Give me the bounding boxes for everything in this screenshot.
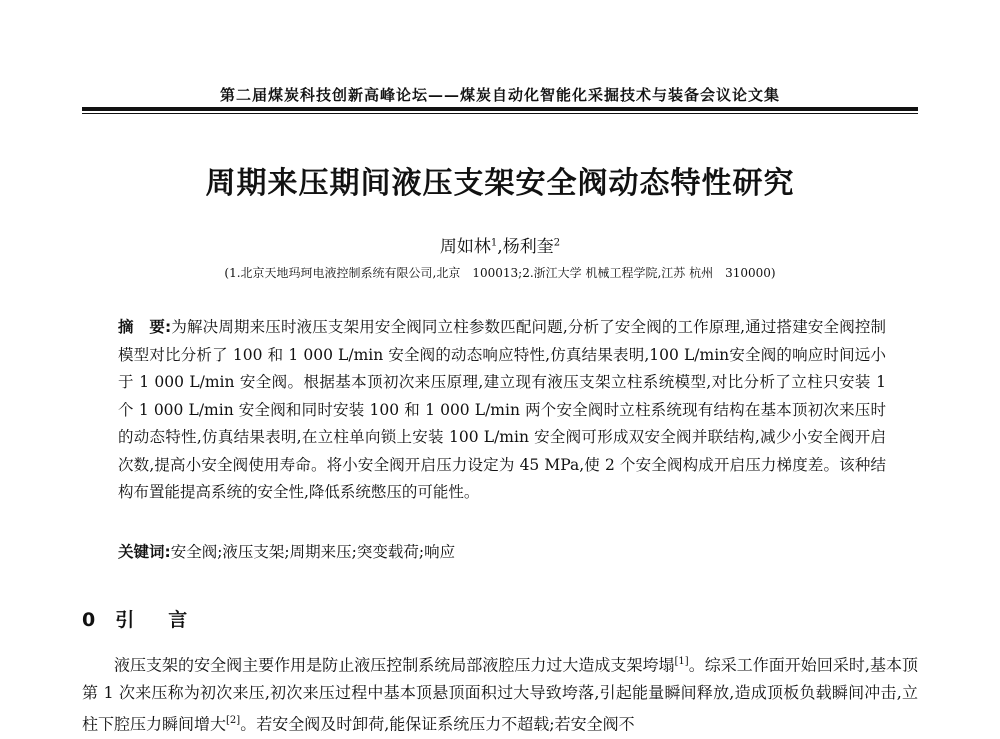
author-separator: ,: [497, 237, 503, 257]
author-line: [0, 232, 1000, 257]
intro-text: 。若安全阀及时卸荷,能保证系统压力不超载;若安全阀不: [240, 714, 635, 734]
abstract: [118, 314, 886, 507]
affiliation: (1.北京天地玛珂电液控制系统有限公司,北京 100013;2.浙江大学 机械工程学院,江苏 杭州 310000): [224, 266, 776, 280]
keywords: [118, 540, 886, 562]
author-name: 周如林: [439, 237, 491, 257]
author-affil-mark: 2: [553, 237, 561, 249]
keywords-text: 安全阀;液压支架;周期来压;突变载荷;响应: [170, 543, 456, 561]
abstract-text: 为解决周期来压时液压支架用安全阀同立柱参数匹配问题,分析了安全阀的工作原理,通过搭建安全阀控制模型对比分析了 100 和 1 000 L/min 安全阀的动态响应特性,仿真结果表明,100 L/min安全阀的响应时间远小于 1 000 L/min 安全阀。根据基本顶初次来压原理,建立现有液压支架立柱系统模型,对比分析了立柱只安装 1 个 1 000 L/min 安全阀和同时安装 100 和 1 000 L/min 两个安全阀时立柱系统现有结构在基本顶初次来压时的动态特性,仿真结果表明,在立柱单向锁上安装 100 L/min 安全阀可形成双安全阀并联结构,减少小安全阀开启次数,提高小安全阀使用寿命。将小安全阀开启压力设定为 45 MPa,使 2 个安全阀构成开启压力梯度差。该种结构布置能提高系统的安全性,降低系统憋压的可能性。: [118, 318, 887, 501]
citation: [2]: [226, 715, 241, 727]
keywords-label: 关键词:: [118, 543, 171, 561]
intro-text: 液压支架的安全阀主要作用是防止液压控制系统局部液腔压力过大造成支架垮塌: [114, 655, 675, 675]
intro-text: 。综采工作面开始回采时,基本顶第 1 次来压称为初次来压,初次来压过程中基本顶悬顶面积过大导致垮落,引起能量瞬间释放,造成顶板负载瞬间冲击,立柱下腔压力瞬间增大: [82, 655, 918, 734]
section-title: 引言: [115, 609, 222, 631]
author-affil-mark: 1: [490, 237, 498, 249]
abstract-label: 摘 要:: [118, 318, 172, 336]
paper-title: 周期来压期间液压支架安全阀动态特性研究: [205, 166, 795, 201]
header-rule-thin: [82, 113, 918, 114]
section-number: 0: [82, 609, 96, 631]
author-name: 杨利奎: [502, 237, 554, 257]
citation: [1]: [674, 656, 689, 667]
running-header: 第二届煤炭科技创新高峰论坛——煤炭自动化智能化采掘技术与装备会议论文集: [219, 86, 780, 104]
header-rule-thick: [82, 107, 918, 111]
intro-paragraph: [82, 648, 918, 739]
section-heading: [82, 605, 221, 632]
